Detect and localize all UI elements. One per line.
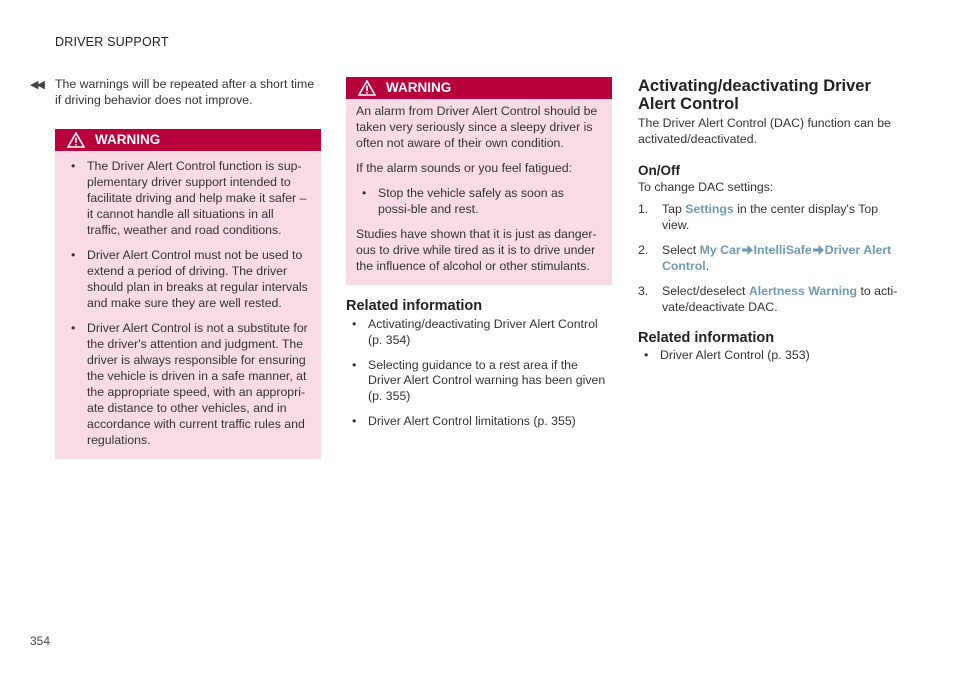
warning-label: WARNING	[386, 80, 452, 96]
onoff-heading: On/Off	[638, 163, 680, 179]
intellisafe-ui-label: IntelliSafe	[753, 242, 812, 257]
warning-label: WARNING	[95, 132, 161, 148]
related-link[interactable]: • Driver Alert Control (p. 353)	[638, 348, 906, 364]
step-3	[638, 284, 906, 316]
warning-box	[346, 77, 612, 285]
related-list	[346, 317, 612, 431]
related-link[interactable]: • Selecting guidance to a rest area if the Driver Alert Control warning has been given (p. 355)	[346, 358, 612, 406]
driver-alert-control-ui-label: Driver Alert Control	[662, 242, 892, 273]
warning-list	[356, 186, 600, 218]
page-heading: Activating/deactivating Driver Alert Control	[638, 77, 871, 114]
warning-text: If the alarm sounds or you feel fatigued:	[356, 160, 573, 175]
list-item: • Driver Alert Control must not be used to extend a period of driving. The driver should plan in breaks at regular intervals and make sure they are well rested.	[65, 248, 309, 312]
step-text: in the center display's Top view.	[662, 201, 879, 232]
warning-list	[65, 159, 309, 449]
related-heading: Related information	[638, 329, 775, 346]
column-1	[55, 77, 321, 459]
warning-bar	[55, 129, 321, 151]
warning-bar	[346, 77, 612, 99]
step-text: Tap	[662, 201, 682, 216]
previous-page-icon[interactable]: ◀◀	[30, 79, 43, 91]
warning-text: Studies have shown that it is just as danger-ous to drive while tired as it is to drive under the influence of alcohol or other stimulants.	[356, 226, 597, 273]
page-number: 354	[30, 634, 51, 648]
step-2	[638, 243, 906, 275]
warning-triangle-icon	[67, 132, 85, 148]
onoff-intro: To change DAC settings:	[638, 179, 774, 194]
step-text: to acti-vate/deactivate DAC.	[662, 283, 898, 314]
related-list	[638, 348, 906, 364]
alertness-warning-ui-label: Alertness Warning	[748, 283, 858, 298]
my-car-ui-label: My Car	[699, 242, 741, 257]
list-item: • Driver Alert Control is not a substitute for the driver's attention and judgment. The driver is always responsible for ensuring the vehicle is driven in a safe manner, at the appropriate speed, with an appropri-ate distance to other vehicles, and in accordance with current traffic rules and regulations.	[65, 321, 309, 449]
warning-triangle-icon	[358, 80, 376, 96]
arrow-right-icon	[813, 245, 824, 255]
related-link[interactable]: • Activating/deactivating Driver Alert Control (p. 354)	[346, 317, 612, 349]
settings-ui-label: Settings	[685, 201, 734, 216]
related-heading: Related information	[346, 297, 483, 314]
list-item: • Stop the vehicle safely as soon as possi-ble and rest.	[356, 186, 600, 218]
list-item: • The Driver Alert Control function is sup-plementary driver support intended to facilitate driving and help make it safer – it cannot handle all situations in all traffic, weather and road conditions.	[65, 159, 309, 239]
warning-text: An alarm from Driver Alert Control should be taken very seriously since a sleepy driver is often not aware of their own condition.	[356, 104, 598, 150]
step-1	[638, 202, 906, 234]
warning-box	[55, 129, 321, 459]
related-link[interactable]: • Driver Alert Control limitations (p. 355)	[346, 414, 612, 430]
column-3	[638, 77, 906, 373]
step-text: Select/deselect	[662, 283, 746, 298]
step-text: Select	[662, 242, 697, 257]
intro-text: The Driver Alert Control (DAC) function can be activated/deactivated.	[638, 116, 891, 147]
intro-text: The warnings will be repeated after a short time if driving behavior does not improve.	[55, 77, 315, 107]
step-text: .	[705, 258, 710, 273]
arrow-right-icon	[742, 245, 753, 255]
column-2	[346, 77, 612, 439]
steps-list	[638, 202, 906, 316]
section-title: DRIVER SUPPORT	[55, 35, 169, 49]
